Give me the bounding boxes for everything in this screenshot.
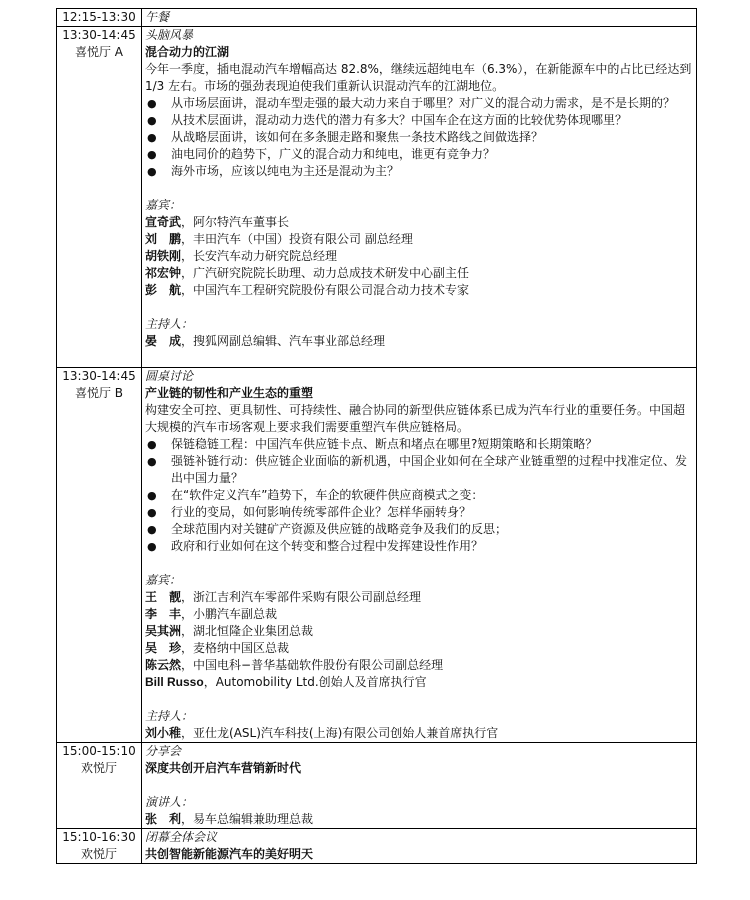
time-cell xyxy=(57,743,142,829)
topic-item: ● 强链补链行动：供应链企业面临的新机遇，中国企业如何在全球产业链重塑的过程中找准定位、发出中国力量？ xyxy=(145,453,693,487)
session-type: 闭幕全体会议 xyxy=(145,830,218,844)
host-name: 晏 成 xyxy=(145,334,182,348)
speaker-desc: ，易车总编辑兼助理总裁 xyxy=(181,812,314,826)
guest-name: 胡铁刚 xyxy=(145,249,182,263)
speaker-entry xyxy=(145,811,693,828)
guest-name: 王 靓 xyxy=(145,590,182,604)
guests-label: 嘉宾： xyxy=(145,573,182,587)
time-text: 15:10-16:30 xyxy=(62,830,136,844)
content-cell xyxy=(142,368,697,743)
guest-entry xyxy=(145,231,693,248)
content-cell xyxy=(142,743,697,829)
guest-entry xyxy=(145,623,693,640)
guest-entry xyxy=(145,640,693,657)
guest-entry xyxy=(145,674,693,691)
agenda-row-lunch xyxy=(57,9,697,27)
venue-text: 欢悦厅 xyxy=(80,847,117,861)
speaker-name: 张 利 xyxy=(145,812,182,826)
guest-desc: ，小鹏汽车副总裁 xyxy=(181,607,278,621)
guest-entry xyxy=(145,248,693,265)
host-entry xyxy=(145,333,693,350)
guest-desc: ，Automobility Ltd.创始人及首席执行官 xyxy=(203,675,427,689)
content-cell xyxy=(142,9,697,27)
guest-desc: ，长安汽车动力研究院总经理 xyxy=(181,249,338,263)
guest-name: 刘 鹏 xyxy=(145,232,182,246)
guest-entry xyxy=(145,265,693,282)
speaker-label: 演讲人： xyxy=(145,795,194,809)
guest-entry xyxy=(145,606,693,623)
time-cell xyxy=(57,829,142,864)
time-text: 12:15-13:30 xyxy=(62,10,136,24)
guest-name: 陈云然 xyxy=(145,658,182,672)
topic-item: ● 行业的变局，如何影响传统零部件企业？怎样华丽转身？ xyxy=(145,504,693,521)
session-title: 深度共创开启汽车营销新时代 xyxy=(145,761,302,775)
guest-desc: ，广汽研究院院长助理、动力总成技术研发中心副主任 xyxy=(181,266,470,280)
topic-item: ● 全球范围内对关键矿产资源及供应链的战略竞争及我们的反思； xyxy=(145,521,693,538)
session-type: 圆桌讨论 xyxy=(145,369,194,383)
topic-item: ● 保链稳链工程：中国汽车供应链卡点、断点和堵点在哪里?短期策略和长期策略？ xyxy=(145,436,693,453)
guest-entry xyxy=(145,657,693,674)
guest-desc: ，湖北恒隆企业集团总裁 xyxy=(181,624,314,638)
guest-name: 彭 航 xyxy=(145,283,182,297)
guest-name: Bill Russo xyxy=(145,675,204,689)
host-desc: ，搜狐网副总编辑、汽车事业部总经理 xyxy=(181,334,386,348)
time-text: 13:30-14:45 xyxy=(62,369,136,383)
guest-name: 宣奇武 xyxy=(145,215,182,229)
session-title: 产业链的韧性和产业生态的重塑 xyxy=(145,386,314,400)
guest-desc: ，阿尔特汽车董事长 xyxy=(181,215,290,229)
guest-name: 吴 珍 xyxy=(145,641,182,655)
topic-item: ● 从战略层面讲，该如何在多条腿走路和聚焦一条技术路线之间做选择？ xyxy=(145,129,693,146)
session-type: 午餐 xyxy=(145,10,170,24)
host-label: 主持人： xyxy=(145,709,194,723)
venue-text: 喜悦厅 B xyxy=(74,386,124,400)
session-title: 共创智能新能源汽车的美好明天 xyxy=(145,847,314,861)
host-name: 刘小稚 xyxy=(145,726,182,740)
guests-label: 嘉宾： xyxy=(145,198,182,212)
content-cell xyxy=(142,27,697,368)
guest-desc: ，丰田汽车（中国）投资有限公司 副总经理 xyxy=(181,232,413,246)
topic-list xyxy=(145,436,693,555)
guest-entry xyxy=(145,589,693,606)
time-cell xyxy=(57,9,142,27)
session-title: 混合动力的江湖 xyxy=(145,45,230,59)
guest-entry xyxy=(145,214,693,231)
venue-text: 喜悦厅 A xyxy=(74,45,124,59)
agenda-table xyxy=(56,8,697,864)
guest-name: 吴其洲 xyxy=(145,624,182,638)
time-text: 15:00-15:10 xyxy=(62,744,136,758)
guest-desc: ，中国汽车工程研究院股份有限公司混合动力技术专家 xyxy=(181,283,470,297)
session-description: 构建安全可控、更具韧性、可持续性、融合协同的新型供应链体系已成为汽车行业的重要任务。中国超大规模的汽车市场客观上要求我们需要重塑汽车供应链格局。 xyxy=(145,403,686,434)
agenda-row-closing xyxy=(57,829,697,864)
host-label: 主持人： xyxy=(145,317,194,331)
topic-item: ● 海外市场，应该以纯电为主还是混动为主？ xyxy=(145,163,693,180)
guest-name: 李 丰 xyxy=(145,607,182,621)
venue-text: 欢悦厅 xyxy=(80,761,117,775)
guest-desc: ，浙江吉利汽车零部件采购有限公司副总经理 xyxy=(181,590,422,604)
guest-desc: ，中国电科−普华基础软件股份有限公司副总经理 xyxy=(181,658,444,672)
guest-entry xyxy=(145,282,693,299)
topic-item: ● 政府和行业如何在这个转变和整合过程中发挥建设性作用？ xyxy=(145,538,693,555)
agenda-row-hybrid xyxy=(57,27,697,368)
session-type: 头脑风暴 xyxy=(145,28,194,42)
topic-item: ● 从市场层面讲，混动车型走强的最大动力来自于哪里？对广义的混合动力需求，是不是长期的？ xyxy=(145,95,693,112)
time-cell xyxy=(57,27,142,368)
topic-list xyxy=(145,95,693,180)
time-cell xyxy=(57,368,142,743)
agenda-row-supply-chain xyxy=(57,368,697,743)
guest-desc: ，麦格纳中国区总裁 xyxy=(181,641,290,655)
content-cell xyxy=(142,829,697,864)
time-text: 13:30-14:45 xyxy=(62,28,136,42)
topic-item: ● 油电同价的趋势下，广义的混合动力和纯电，谁更有竞争力？ xyxy=(145,146,693,163)
session-type: 分享会 xyxy=(145,744,182,758)
host-desc: ，亚仕龙(ASL)汽车科技(上海)有限公司创始人兼首席执行官 xyxy=(181,726,499,740)
topic-item: ● 在“软件定义汽车”趋势下，车企的软硬件供应商模式之变： xyxy=(145,487,693,504)
host-entry xyxy=(145,725,693,742)
topic-item: ● 从技术层面讲，混动动力迭代的潜力有多大？中国车企在这方面的比较优势体现哪里？ xyxy=(145,112,693,129)
agenda-row-marketing xyxy=(57,743,697,829)
guest-name: 祁宏钟 xyxy=(145,266,182,280)
session-description: 今年一季度，插电混动汽车增幅高达 82.8%，继续远超纯电车（6.3%），在新能源车中的占比已经达到 1/3 左右。市场的强劲表现迫使我们重新认识混动汽车的江湖地位。 xyxy=(145,62,692,93)
